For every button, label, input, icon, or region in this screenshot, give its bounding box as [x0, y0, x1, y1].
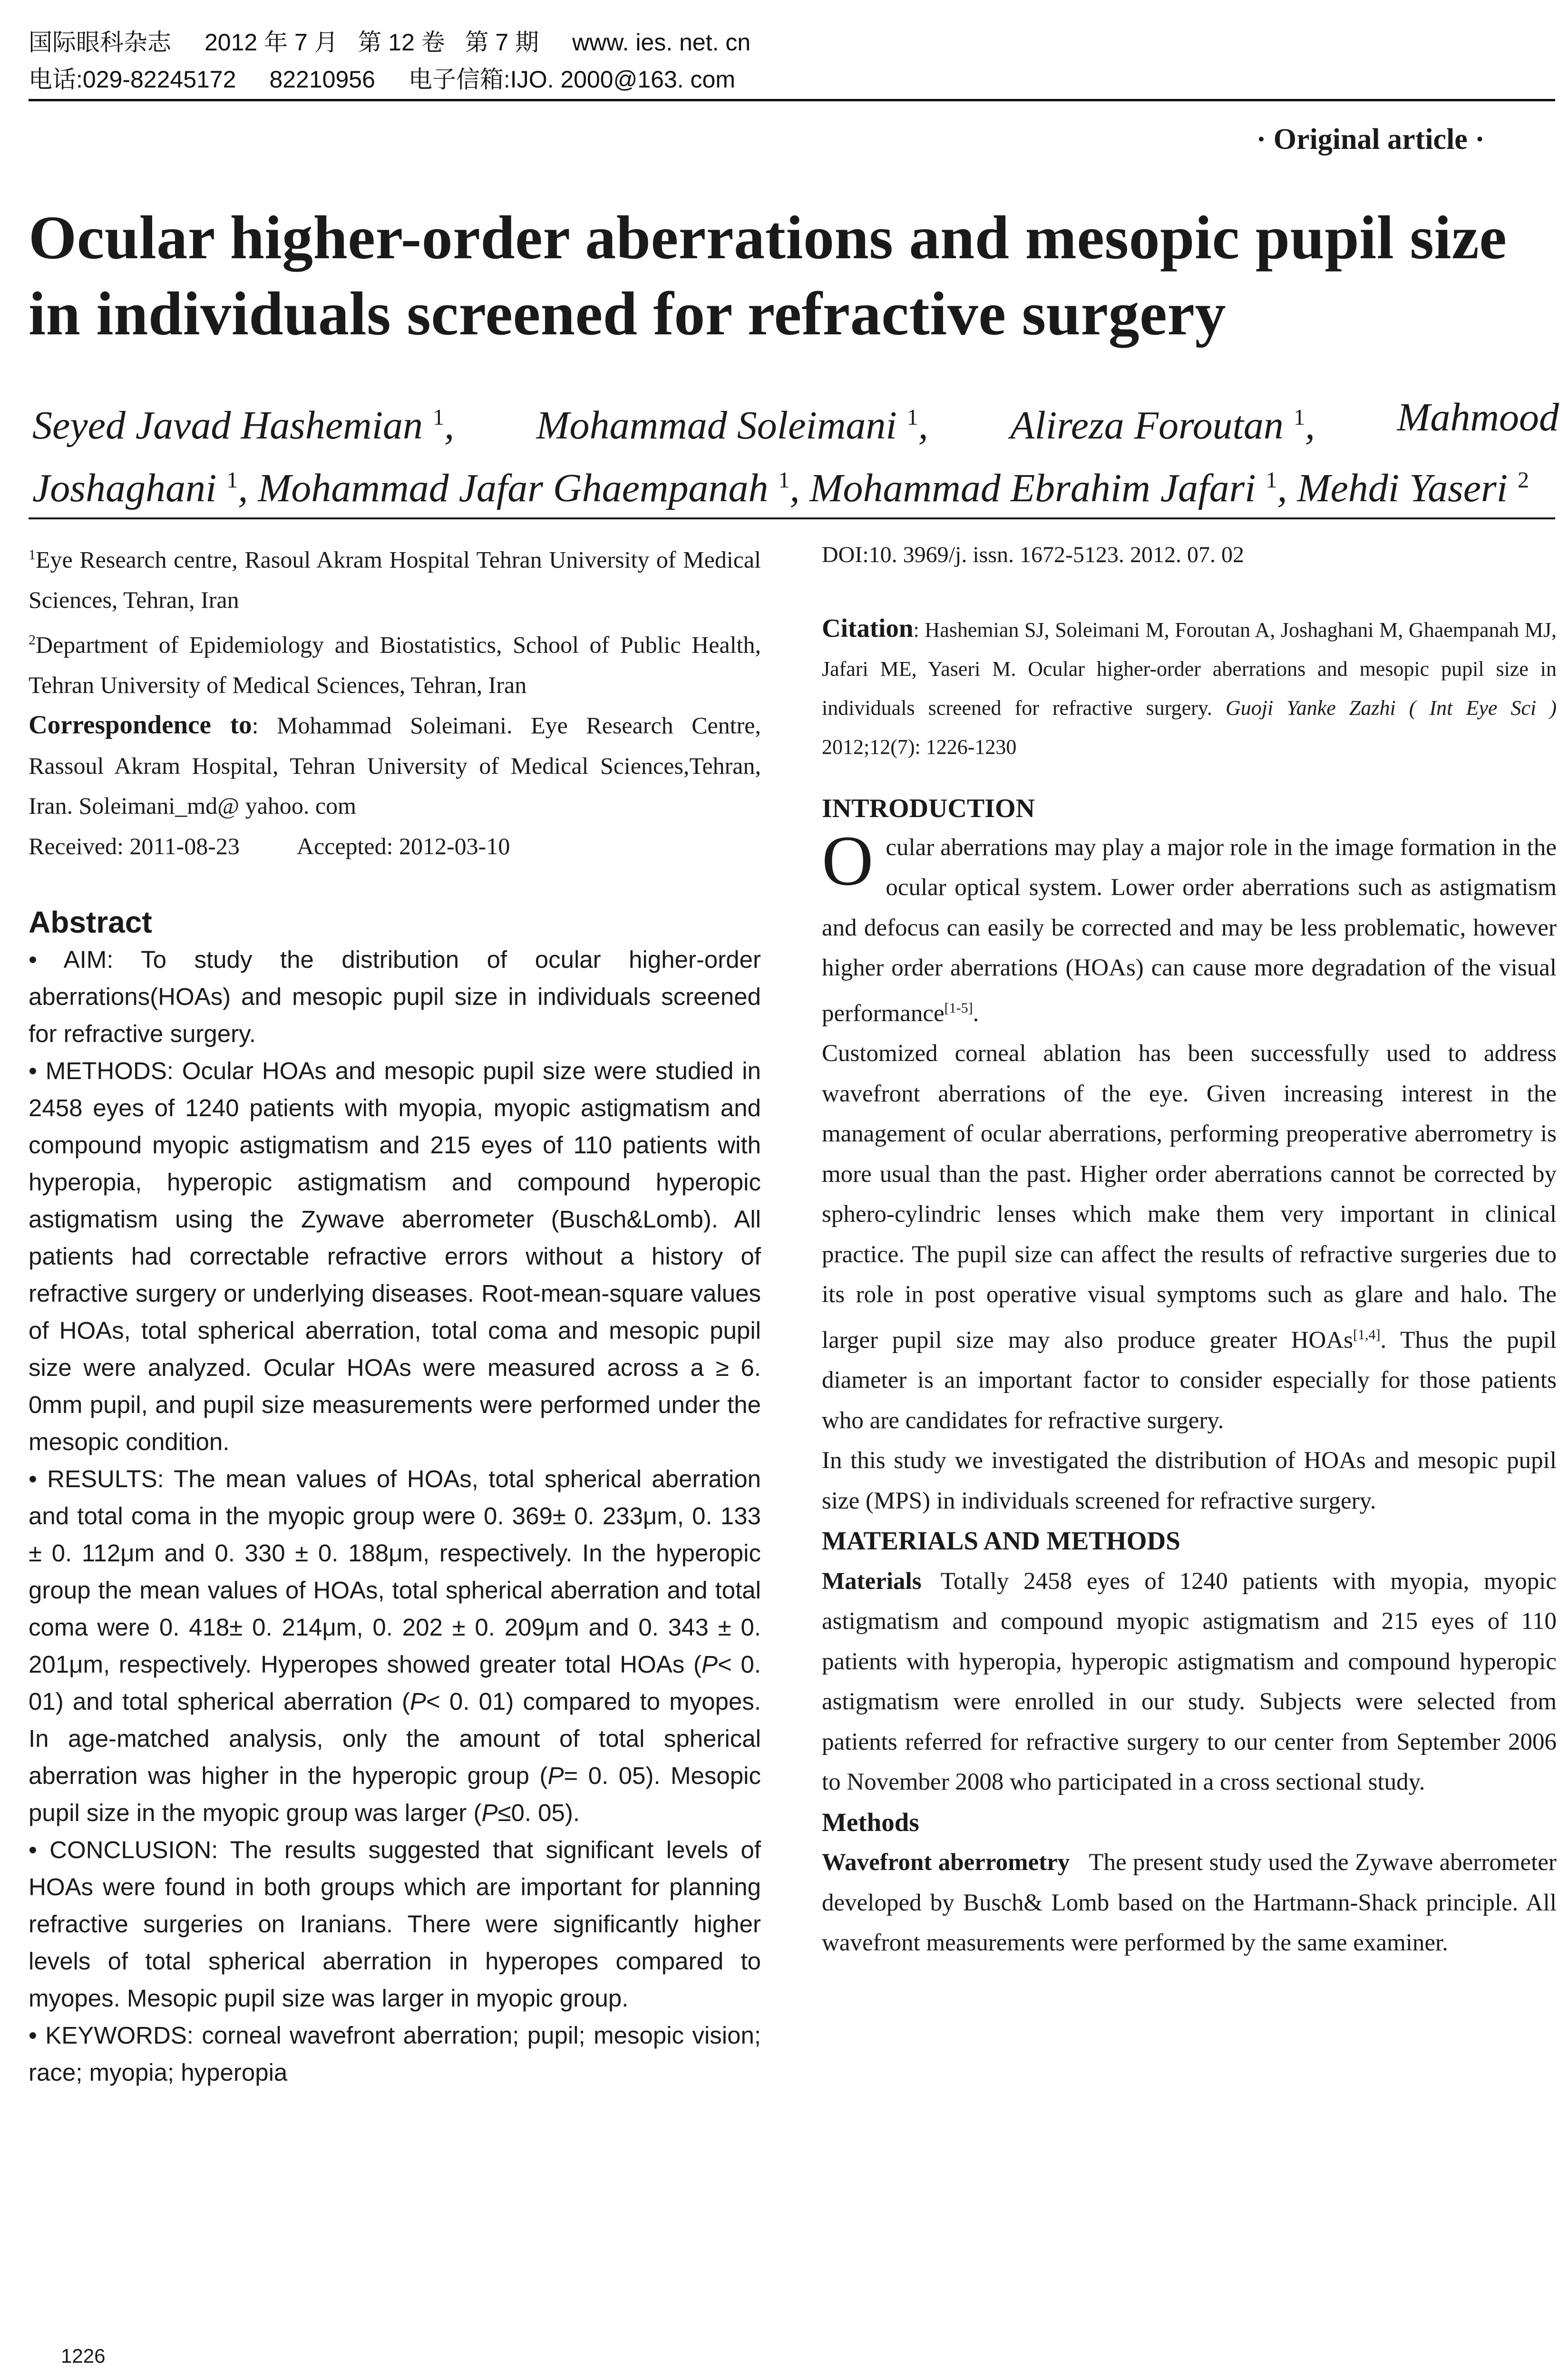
abstract-conclusion: • CONCLUSION: The results suggested that significant levels of HOAs were found in both groups which are important for planning refractive surgeries on Iranians. There were significantly higher levels of total spherical aberration in hyperopes compared to myopes. Mesopic pupil size was larger in myopic group.	[29, 1836, 761, 2012]
intro-paragraph-1: Ocular aberrations may play a major role in the image formation in the ocular optical system. Lower order aberrations such as astigmatism and defocus can easily be corrected and may be less problematic, however higher order aberrations (HOAs) can cause more degradation of the visual performance[1-5].	[822, 821, 1557, 1027]
intro-paragraph-3: In this study we investigated the distribution of HOAs and mesopic pupil size (MPS) in individuals screened for refractive surgery.	[822, 1447, 1557, 1514]
abstract-heading: Abstract	[29, 905, 152, 940]
methods-subheading: Methods	[822, 1807, 919, 1837]
issue-info: 2012 年 7 月 第 12 卷 第 7 期	[205, 29, 539, 56]
methods-heading: MATERIALS AND METHODS	[822, 1526, 1180, 1555]
author-name: Mahmood	[1397, 395, 1559, 439]
header-row-2	[29, 61, 1546, 98]
wavefront-paragraph: Wavefront aberrometry The present study used the Zywave aberrometer developed by Busch& Lomb based on the Hartmann-Shack principle. All wavefront measurements were performed by the same examiner.	[822, 1849, 1557, 1956]
intro-paragraph-2: Customized corneal ablation has been successfully used to address wavefront aberrations of the eye. Given increasing interest in the management of ocular aberrations, performing preoperative aberrometry is more usual than the past. Higher order aberrations cannot be corrected by sphero-cylindric lenses which make them very important in clinical practice. The pupil size can affect the results of refractive surgeries due to its role in post operative visual symptoms such as glare and halo. The larger pupil size may also produce greater HOAs[1,4]. Thus the pupil diameter is an important factor to consider especially for those patients who are candidates for refractive surgery.	[822, 1040, 1557, 1434]
journal-name: 国际眼科杂志	[29, 29, 171, 56]
author-name: Mohammad Jafar Ghaempanah $^1$,	[258, 466, 800, 510]
affiliation-1: $^1$Eye Research centre, Rasoul Akram Hospital Tehran University of Medical Sciences, Tehran, Iran	[29, 546, 761, 614]
dates	[29, 826, 761, 867]
author-name: Mohammad Soleimani $^1$,	[536, 403, 928, 448]
left-column	[29, 535, 761, 2091]
author-name: Joshaghani $^1$,	[32, 466, 248, 510]
introduction-body	[822, 821, 1557, 1963]
author-name: Seyed Javad Hashemian $^1$,	[32, 403, 455, 448]
phone-number-2: 82210956	[269, 66, 375, 93]
abstract-keywords: • KEYWORDS: corneal wavefront aberration; pupil; mesopic vision; race; myopia; hyperopia	[29, 2022, 761, 2086]
abstract-results: • RESULTS: The mean values of HOAs, total spherical aberration and total coma in the myopic group were 0. 369± 0. 233μm, 0. 133 ± 0. 112μm and 0. 330 ± 0. 188μm, respectively. In the hyperopic group the mean values of HOAs, total spherical aberration and total coma were 0. 418± 0. 214μm, 0. 202 ± 0. 209μm and 0. 343 ± 0. 201μm, respectively. Hyperopes showed greater total HOAs (P< 0. 01) and total spherical aberration (P< 0. 01) compared to myopes. In age-matched analysis, only the amount of total spherical aberration was higher in the hyperopic group (P= 0. 05). Mesopic pupil size in the myopic group was larger (P≤0. 05).	[29, 1465, 761, 1827]
journal-header	[29, 24, 1546, 98]
author-line-2	[32, 453, 1559, 516]
abstract-methods: • METHODS: Ocular HOAs and mesopic pupil size were studied in 2458 eyes of 1240 patients with myopia, myopic astigmatism and compound myopic astigmatism and 215 eyes of 110 patients with hyperopia, hyperopic astigmatism and compound hyperopic astigmatism using the Zywave aberrometer (Busch&Lomb). All patients had correctable refractive errors without a history of refractive surgery or underlying diseases. Root-mean-square values of HOAs, total spherical aberration, total coma and mesopic pupil size were analyzed. Ocular HOAs were measured across a ≥ 6. 0mm pupil, and pupil size measurements were performed under the mesopic condition.	[29, 1057, 761, 1456]
page-number: 1226	[61, 2345, 106, 2367]
author-name: Mohammad Ebrahim Jafari $^1$,	[809, 466, 1287, 510]
received-date: Received: 2011-08-23	[29, 832, 240, 859]
journal-email[interactable]: 电子信箱:IJO. 2000@163. com	[408, 66, 736, 93]
article-title: Ocular higher-order aberrations and mesopic pupil size in individuals screened for refractive surgery	[29, 204, 1507, 348]
abstract-aim: • AIM: To study the distribution of ocular higher-order aberrations(HOAs) and mesopic pupil size in individuals screened for refractive surgery.	[29, 946, 761, 1048]
drop-cap: O	[822, 821, 874, 900]
author-name: Alireza Foroutan $^1$,	[1010, 403, 1315, 448]
affiliation-2: $^2$Department of Epidemiology and Biostatistics, School of Public Health, Tehran University of Medical Sciences, Tehran, Iran	[29, 631, 761, 698]
journal-website[interactable]: www. ies. net. cn	[572, 29, 751, 56]
doi[interactable]: DOI:10. 3969/j. issn. 1672-5123. 2012. 07. 02	[822, 542, 1244, 567]
phone-number: 电话:029-82245172	[29, 66, 236, 93]
header-row-1	[29, 24, 1546, 61]
accepted-date: Accepted: 2012-03-10	[296, 832, 510, 859]
introduction-heading: INTRODUCTION	[822, 793, 1035, 823]
section-rule	[29, 517, 1555, 519]
section-tag: · Original article ·	[1256, 123, 1485, 156]
affiliations	[29, 535, 761, 866]
right-column	[822, 535, 1557, 1963]
header-rule	[29, 99, 1555, 101]
abstract-body	[29, 941, 761, 2091]
author-line-1	[32, 390, 1559, 453]
author-list	[32, 390, 1559, 516]
author-name: Mehdi Yaseri $^2$	[1297, 466, 1529, 510]
materials-paragraph: Materials Totally 2458 eyes of 1240 patients with myopia, myopic astigmatism and compound myopic astigmatism and 215 eyes of 110 patients with hyperopia, hyperopic astigmatism and compound hyperopic astigmatism were enrolled in our study. Subjects were selected from patients referred for refractive surgery to our center from September 2006 to November 2008 who participated in a cross sectional study.	[822, 1568, 1557, 1795]
correspondence: Correspondence to: Mohammad Soleimani. Eye Research Centre, Rassoul Akram Hospital, Tehran University of Medical Sciences,Tehran, Iran. Soleimani_md@ yahoo. com	[29, 710, 761, 819]
citation: Citation: Hashemian SJ, Soleimani M, Foroutan A, Joshaghani M, Ghaempanah MJ, Jafari ME, Yaseri M. Ocular higher-order aberrations and mesopic pupil size in individuals screened for refractive surgery. Guoji Yanke Zazhi ( Int Eye Sci ) 2012;12(7): 1226-1230	[822, 613, 1557, 759]
